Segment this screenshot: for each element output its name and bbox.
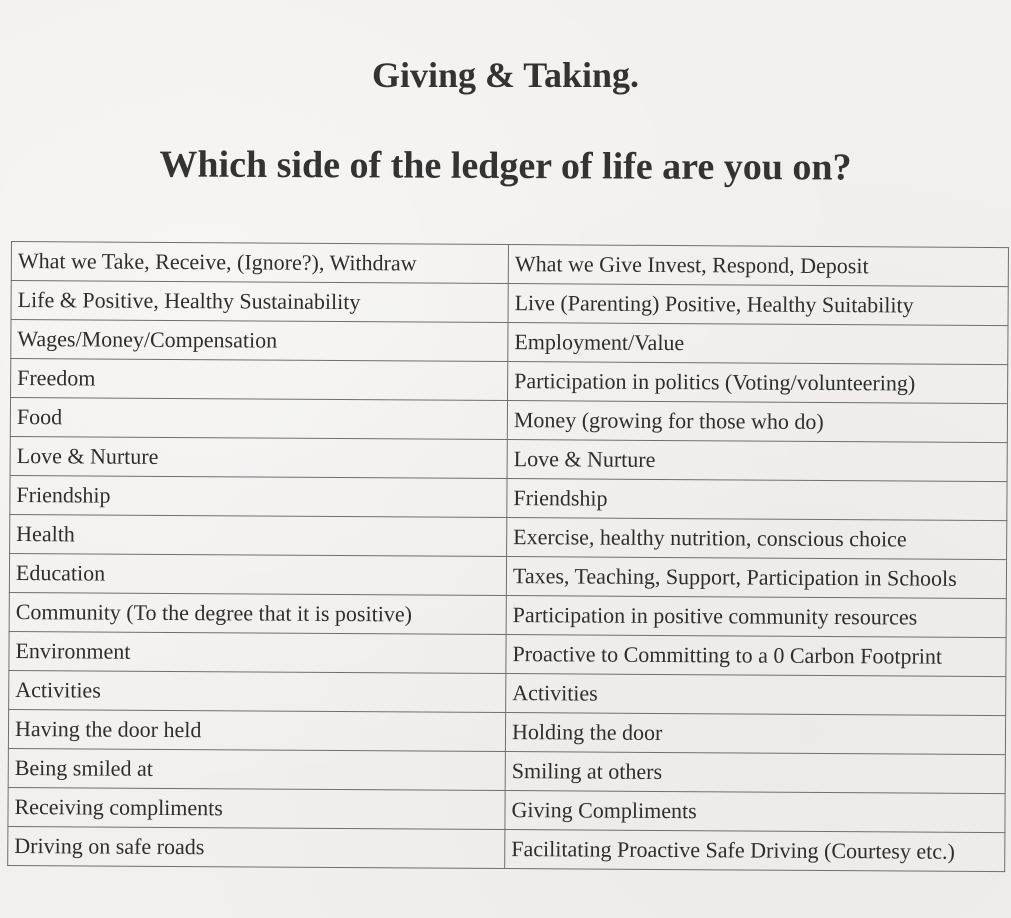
take-cell: Education <box>9 553 506 595</box>
page-subtitle: Which side of the ledger of life are you on? <box>159 143 852 189</box>
table-row <box>10 436 1007 481</box>
ledger-body <box>8 242 1009 872</box>
give-cell: Money (growing for those who do) <box>507 401 1007 443</box>
give-cell: Exercise, healthy nutrition, conscious choice <box>507 518 1007 560</box>
take-cell: Being smiled at <box>8 748 505 790</box>
take-cell: Health <box>10 514 507 556</box>
table-row <box>8 748 1005 793</box>
table-row <box>8 826 1005 871</box>
table-row <box>11 242 1008 287</box>
give-cell: Employment/Value <box>508 323 1008 365</box>
take-cell: Having the door held <box>8 709 505 751</box>
take-cell: Food <box>10 398 507 440</box>
take-cell: Friendship <box>10 475 507 517</box>
give-cell: Love & Nurture <box>507 440 1007 482</box>
give-cell: Smiling at others <box>505 752 1005 794</box>
take-cell: Environment <box>9 631 506 673</box>
give-cell: What we Give Invest, Respond, Deposit <box>508 245 1008 287</box>
table-row <box>11 359 1008 404</box>
take-cell: Driving on safe roads <box>8 826 505 868</box>
take-cell: Love & Nurture <box>10 436 507 478</box>
give-cell: Facilitating Proactive Safe Driving (Courtesy etc.) <box>505 830 1005 872</box>
ledger-table <box>7 241 1009 872</box>
table-row <box>10 514 1007 559</box>
give-cell: Holding the door <box>505 713 1005 755</box>
take-cell: Community (To the degree that it is positive) <box>9 592 506 634</box>
give-cell: Participation in positive community resources <box>506 596 1006 638</box>
take-cell: Activities <box>9 670 506 712</box>
table-row <box>9 670 1006 715</box>
give-cell: Participation in politics (Voting/volunteering) <box>508 362 1008 404</box>
table-row <box>10 398 1007 443</box>
table-row <box>9 592 1006 637</box>
take-cell: What we Take, Receive, (Ignore?), Withdraw <box>11 242 508 284</box>
table-row <box>8 787 1005 832</box>
table-row <box>9 631 1006 676</box>
table-row <box>11 281 1008 326</box>
take-cell: Wages/Money/Compensation <box>11 320 508 362</box>
take-cell: Life & Positive, Healthy Sustainability <box>11 281 508 323</box>
give-cell: Taxes, Teaching, Support, Participation in Schools <box>506 557 1006 599</box>
give-cell: Friendship <box>507 479 1007 521</box>
give-cell: Giving Compliments <box>505 791 1005 833</box>
table-row <box>11 320 1008 365</box>
table-row <box>8 709 1005 754</box>
table-row <box>9 553 1006 598</box>
give-cell: Proactive to Committing to a 0 Carbon Footprint <box>506 635 1006 677</box>
page-title: Giving & Taking. <box>371 55 640 95</box>
give-cell: Live (Parenting) Positive, Healthy Suitability <box>508 284 1008 326</box>
take-cell: Receiving compliments <box>8 787 505 829</box>
give-cell: Activities <box>506 674 1006 716</box>
take-cell: Freedom <box>11 359 508 401</box>
table-row <box>10 475 1007 520</box>
